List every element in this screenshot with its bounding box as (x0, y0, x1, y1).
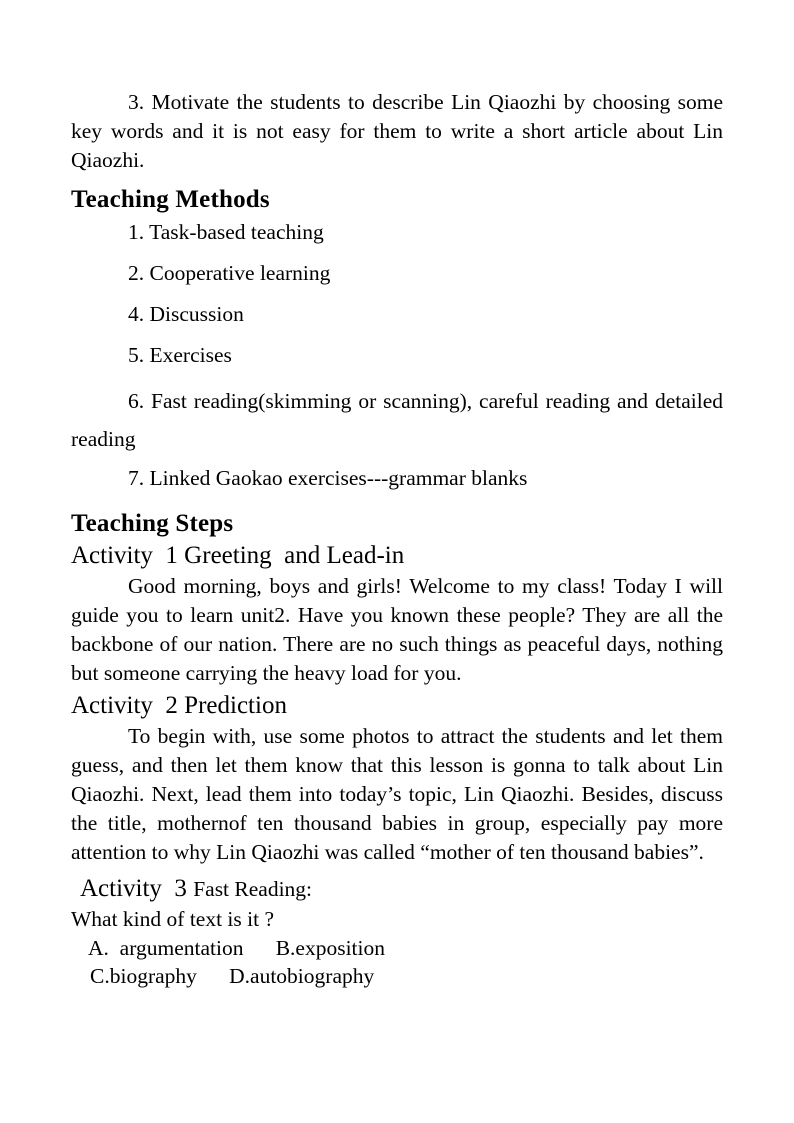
activity-3-title-sub: Fast Reading: (193, 877, 313, 901)
teaching-method-item: 5. Exercises (128, 343, 232, 367)
objective-item-3: 3. Motivate the students to describe Lin Qiaozhi by choosing some key words and it is not easy for them to write a short article about Lin Qiaozhi. (71, 90, 723, 172)
activity-2-body: To begin with, use some photos to attract the students and let them guess, and then let them know that this lesson is gonna to talk about Lin Qiaozhi. Next, lead them into today’s topic, Lin Qiaozhi. Besides, discuss the title, mothernof ten thousand babies in group, especially pay more attention to why Lin Qiaozhi was called “mother of ten thousand babies”. (71, 724, 723, 864)
heading-teaching-steps: Teaching Steps (71, 510, 234, 537)
heading-activity-1: Activity 1 Greeting and Lead-in (71, 542, 405, 569)
activity-3-options-row-1: A. argumentation B.exposition (88, 936, 385, 960)
teaching-method-item: 1. Task-based teaching (128, 220, 324, 244)
activity-3-question: What kind of text is it ? (71, 907, 275, 931)
activity-1-body: Good morning, boys and girls! Welcome to my class! Today I will guide you to learn unit2. Have you known these people? They are all the backbone of our nation. There are no such things as peaceful days, nothing but someone carrying the heavy load for you. (71, 574, 723, 685)
heading-teaching-methods: Teaching Methods (71, 186, 270, 213)
teaching-method-item: 7. Linked Gaokao exercises---grammar blanks (128, 466, 528, 490)
heading-activity-3 (80, 873, 723, 905)
teaching-method-item: 2. Cooperative learning (128, 261, 331, 285)
activity-3-options-row-2: C.biography D.autobiography (90, 964, 375, 988)
activity-3-title-main: Activity 3 (80, 875, 194, 902)
document-content (71, 88, 723, 990)
heading-activity-2: Activity 2 Prediction (71, 692, 287, 719)
teaching-method-item: 4. Discussion (128, 302, 244, 326)
teaching-method-item: 6. Fast reading(skimming or scanning), careful reading and detailed reading (71, 389, 723, 451)
activity-3-block (71, 873, 723, 905)
teaching-methods-list (71, 218, 723, 493)
